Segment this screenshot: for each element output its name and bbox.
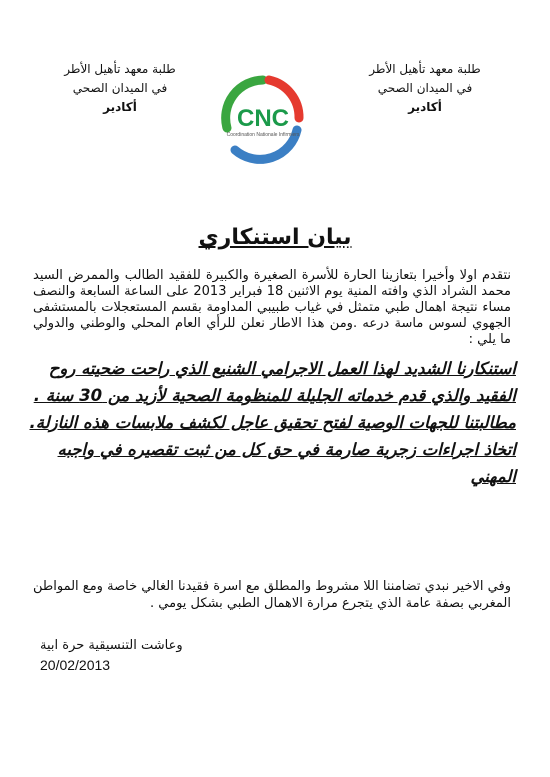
logo-text: CNC (237, 105, 289, 132)
cnc-logo (213, 68, 313, 168)
demand-item: اتخاذ اجراءات زجرية صارمة في حق كل من ثبت تقصيره في واجبه المهني (57, 440, 516, 486)
header-left-city: أكادير (103, 100, 137, 114)
cnc-logo-icon (213, 68, 313, 168)
signoff: وعاشت التنسيقية حرة ابية (40, 638, 183, 653)
intro-paragraph: نتقدم اولا وأخيرا بتعازينا الحارة للأسرة الصغيرة والكبيرة للفقيد الطالب والممرض السيد محمد الشراد الذي وافته المنية يوم الاثنين 18 فبراير 2013 على الساعة السابعة والنصف مساء نتيجة اهمال طبي متمثل في غياب طبيبي المداومة بقسم المستعجلات بالمستشفى الجهوي لسوس ماسة درعه .ومن هذا الاطار نعلن للرأي العام المحلي والوطني والدولي ما يلي : (33, 268, 512, 347)
header-right-line2: في الميدان الصحي (377, 81, 473, 95)
header-right-city: أكادير (408, 100, 442, 114)
logo-subtext: Coordination Nationale Infirmiers (226, 132, 300, 138)
header-right-line1: طلبة معهد تأهيل الأطر (369, 62, 481, 76)
header-left-line2: في الميدان الصحي (72, 81, 168, 95)
demand-item: استنكارنا الشديد لهذا العمل الاجرامي الشنيع الذي راحت ضحيته روح الفقيد والذي قدم خدماته الجليلة للمنظومة الصحية لأزيد من 30 سنة . (33, 359, 516, 405)
demand-item: مطالبتنا للجهات الوصية لفتح تحقيق عاجل لكشف ملابسات هذه النازلة. (29, 413, 516, 432)
closing-paragraph: وفي الاخير نبدي تضامننا اللا مشروط والمطلق مع اسرة فقيدنا الغالي خاصة ومع المواطن المغربي بصفة عامة الذي يتجرع مرارة الاهمال الطبي بشكل يومي . (33, 579, 511, 611)
demands-list (28, 355, 516, 490)
header-left-line1: طلبة معهد تأهيل الأطر (64, 62, 176, 76)
document-date: 20/02/2013 (40, 657, 111, 673)
header-right (350, 60, 500, 117)
header-left (45, 60, 195, 117)
document-title: بيان استنكاري (198, 225, 352, 250)
